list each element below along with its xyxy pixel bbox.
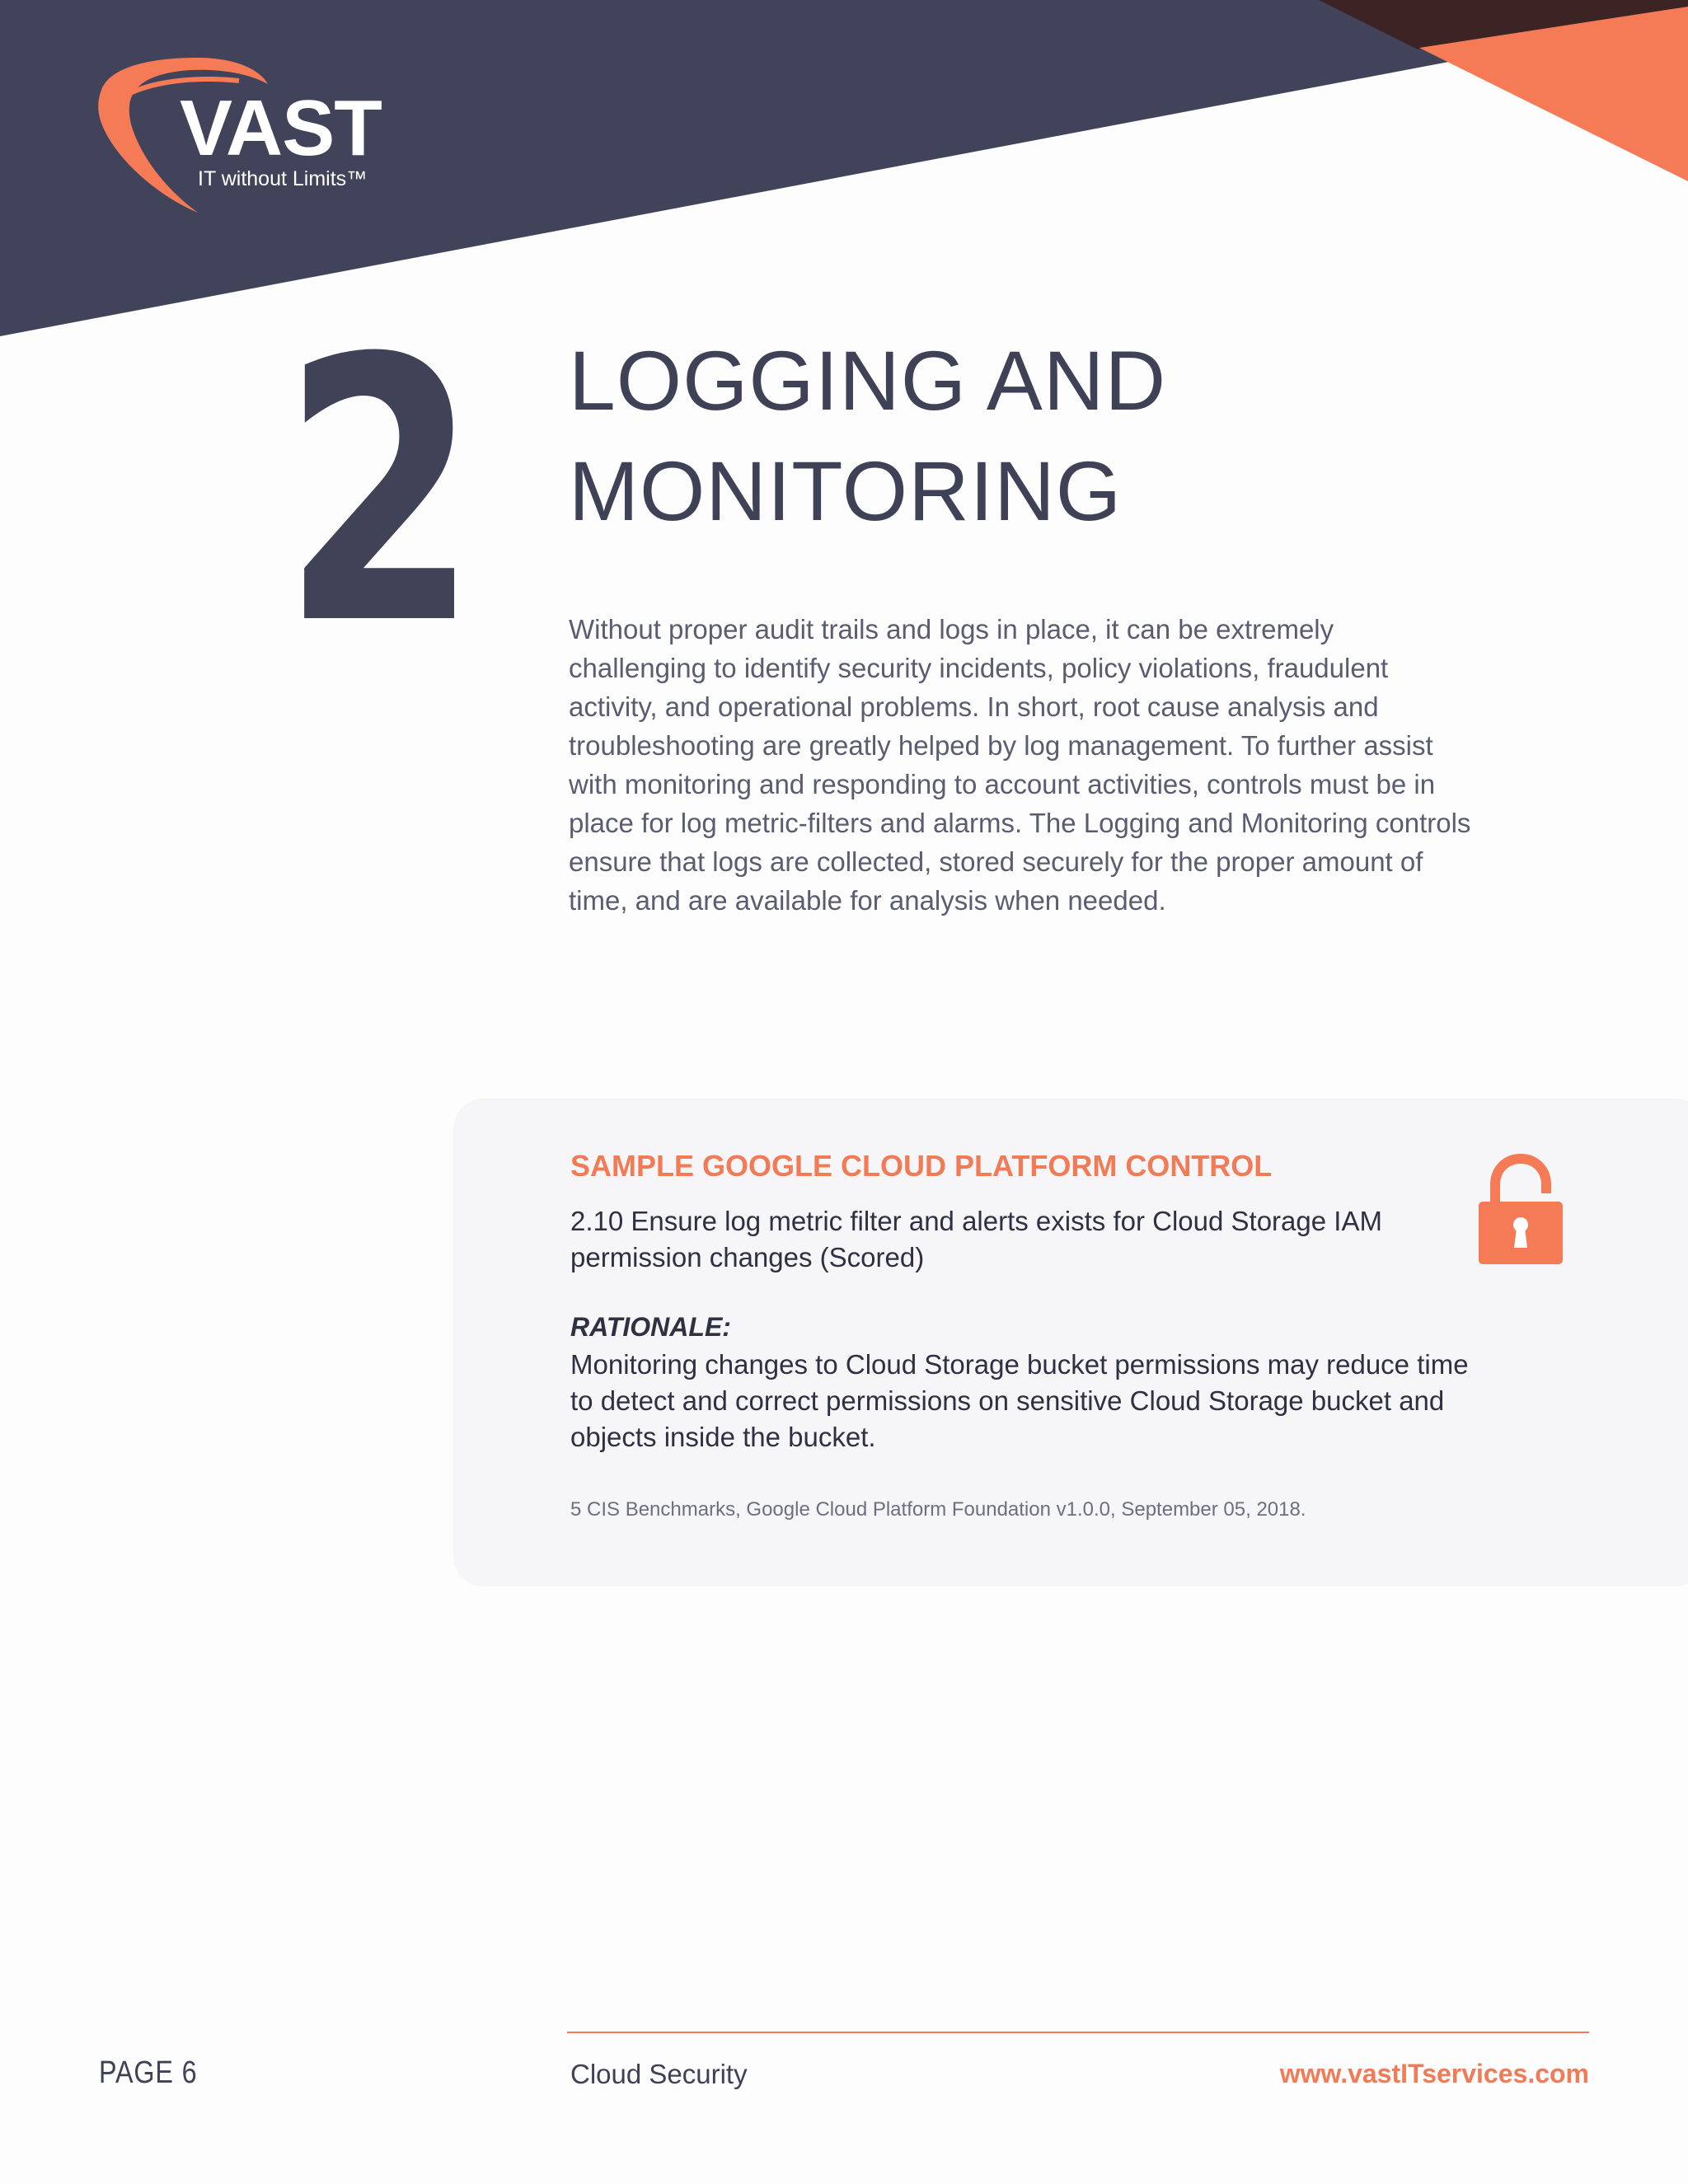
rationale-label: RATIONALE: xyxy=(570,1312,731,1342)
chapter-number: 2 xyxy=(282,282,479,704)
logo-tagline: IT without Limits™ xyxy=(198,167,368,190)
control-description: 2.10 Ensure log metric filter and alerts exists for Cloud Storage IAM permission changes (Scored) xyxy=(570,1206,1382,1272)
lock-icon xyxy=(1475,1152,1566,1266)
control-card-heading: SAMPLE GOOGLE CLOUD PLATFORM CONTROL xyxy=(570,1149,1273,1183)
control-footnote: 5 CIS Benchmarks, Google Cloud Platform Foundation v1.0.0, September 05, 2018. xyxy=(570,1498,1306,1521)
chapter-title-line1: LOGGING AND xyxy=(569,334,1167,428)
chapter-title xyxy=(569,326,1475,546)
footer-section-title: Cloud Security xyxy=(570,2059,748,2089)
footer-divider xyxy=(567,2032,1589,2033)
page-number: PAGE 6 xyxy=(99,2055,198,2090)
logo-wordmark: VAST xyxy=(180,84,382,172)
intro-paragraph: Without proper audit trails and logs in place, it can be extremely challenging to identify security incidents, policy violations, fraudulent activity, and operational problems. In short, root cause analysis and troubleshooting are greatly helped by log management. To further assist with monitoring and responding to account activities, controls must be in place for log metric-filters and alarms. The Logging and Monitoring controls ensure that logs are collected, stored securely for the proper amount of time, and are available for analysis when needed. xyxy=(569,614,1471,916)
rationale-text: Monitoring changes to Cloud Storage bucket permissions may reduce time to detect and correct permissions on sensitive Cloud Storage bucket and objects inside the bucket. xyxy=(570,1349,1469,1452)
chapter-title-line2: MONITORING xyxy=(569,444,1123,538)
footer-website-link[interactable]: www.vastITservices.com xyxy=(1279,2059,1589,2088)
